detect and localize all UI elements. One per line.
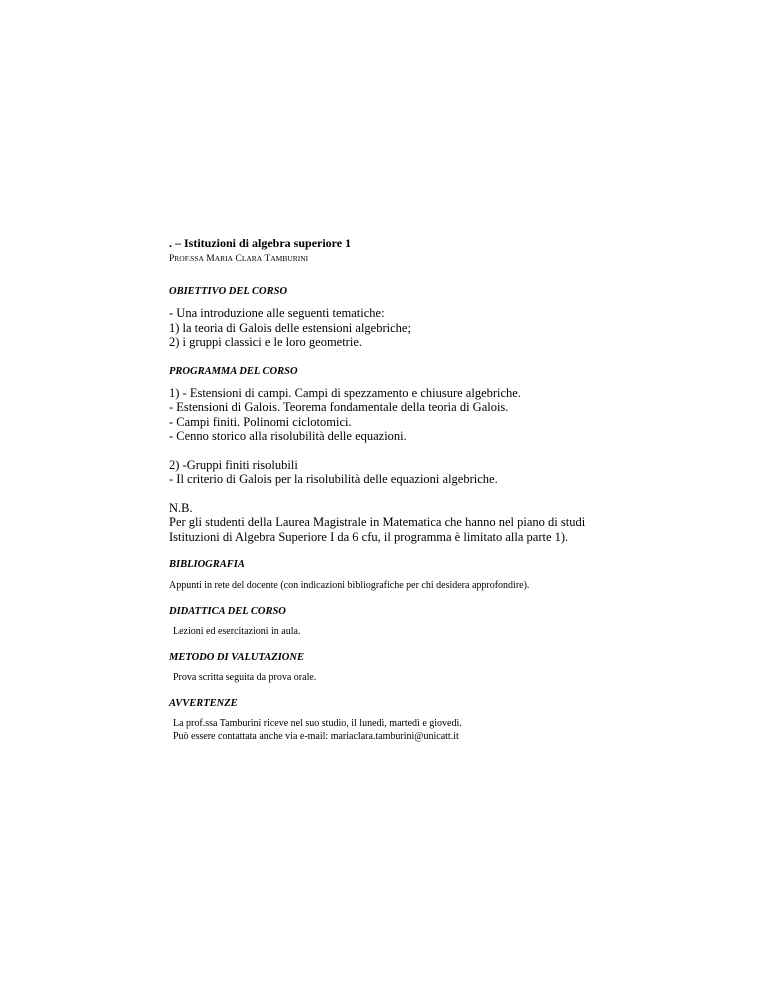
program-line: 2) -Gruppi finiti risolubili — [169, 457, 298, 472]
professor-prefix-initial: P — [169, 254, 175, 264]
didactics-text: Lezioni ed esercitazioni in aula. — [173, 626, 301, 637]
course-page — [169, 236, 729, 743]
bibliography-heading: BIBLIOGRAFIA — [169, 559, 245, 570]
bibliography-text: Appunti in rete del docente (con indicazioni bibliografiche per chi desidera approfondire). — [169, 580, 530, 591]
notices-body — [169, 717, 729, 743]
objective-heading: OBIETTIVO DEL CORSO — [169, 286, 288, 297]
objective-body — [169, 306, 729, 350]
professor-initial-2: C — [235, 254, 242, 264]
professor-initial-3: T — [264, 254, 271, 264]
note-line: Istituzioni di Algebra Superiore I da 6 cfu, il programma è limitato alla parte 1). — [169, 529, 569, 544]
program-line: - Cenno storico alla risolubilità delle equazioni. — [169, 429, 407, 443]
professor-rest-2: LARA — [241, 254, 263, 263]
program-heading: PROGRAMMA DEL CORSO — [169, 365, 298, 377]
program-line: - Estensioni di Galois. Teorema fondamentale della teoria di Galois. — [169, 400, 509, 414]
evaluation-text: Prova scritta seguita da prova orale. — [173, 672, 317, 683]
note-line: N.B. — [169, 500, 193, 515]
program-note — [169, 501, 729, 545]
program-part-1 — [169, 386, 729, 444]
program-part-2 — [169, 458, 729, 487]
professor-prefix-rest: ROF.SSA — [174, 254, 204, 263]
professor-rest-1: ARIA — [214, 254, 234, 263]
notices-heading: AVVERTENZE — [169, 698, 238, 709]
note-line: Per gli studenti della Laurea Magistrale in Matematica che hanno nel piano di studi — [169, 515, 586, 529]
program-line: - Campi finiti. Polinomi ciclotomici. — [169, 414, 352, 429]
course-title: . – Istituzioni di algebra superiore 1 — [169, 236, 352, 250]
notice-line: Può essere contattata anche via e-mail: mariaclara.tamburini@unicatt.it — [173, 731, 459, 742]
professor-rest-3: AMBURINI — [270, 254, 309, 263]
evaluation-heading: METODO DI VALUTAZIONE — [169, 652, 304, 663]
notice-line: La prof.ssa Tamburini riceve nel suo studio, il lunedì, martedì e giovedì. — [173, 718, 462, 729]
objective-line: 2) i gruppi classici e le loro geometrie. — [169, 335, 362, 349]
program-line: 1) - Estensioni di campi. Campi di spezzamento e chiusure algebriche. — [169, 385, 521, 400]
professor-name — [169, 252, 729, 266]
didactics-heading: DIDATTICA DEL CORSO — [169, 606, 286, 617]
professor-initial-1: M — [206, 254, 215, 264]
program-line: - Il criterio di Galois per la risolubilità delle equazioni algebriche. — [169, 472, 498, 486]
objective-line: - Una introduzione alle seguenti tematiche: — [169, 306, 385, 320]
objective-line: 1) la teoria di Galois delle estensioni algebriche; — [169, 320, 411, 335]
